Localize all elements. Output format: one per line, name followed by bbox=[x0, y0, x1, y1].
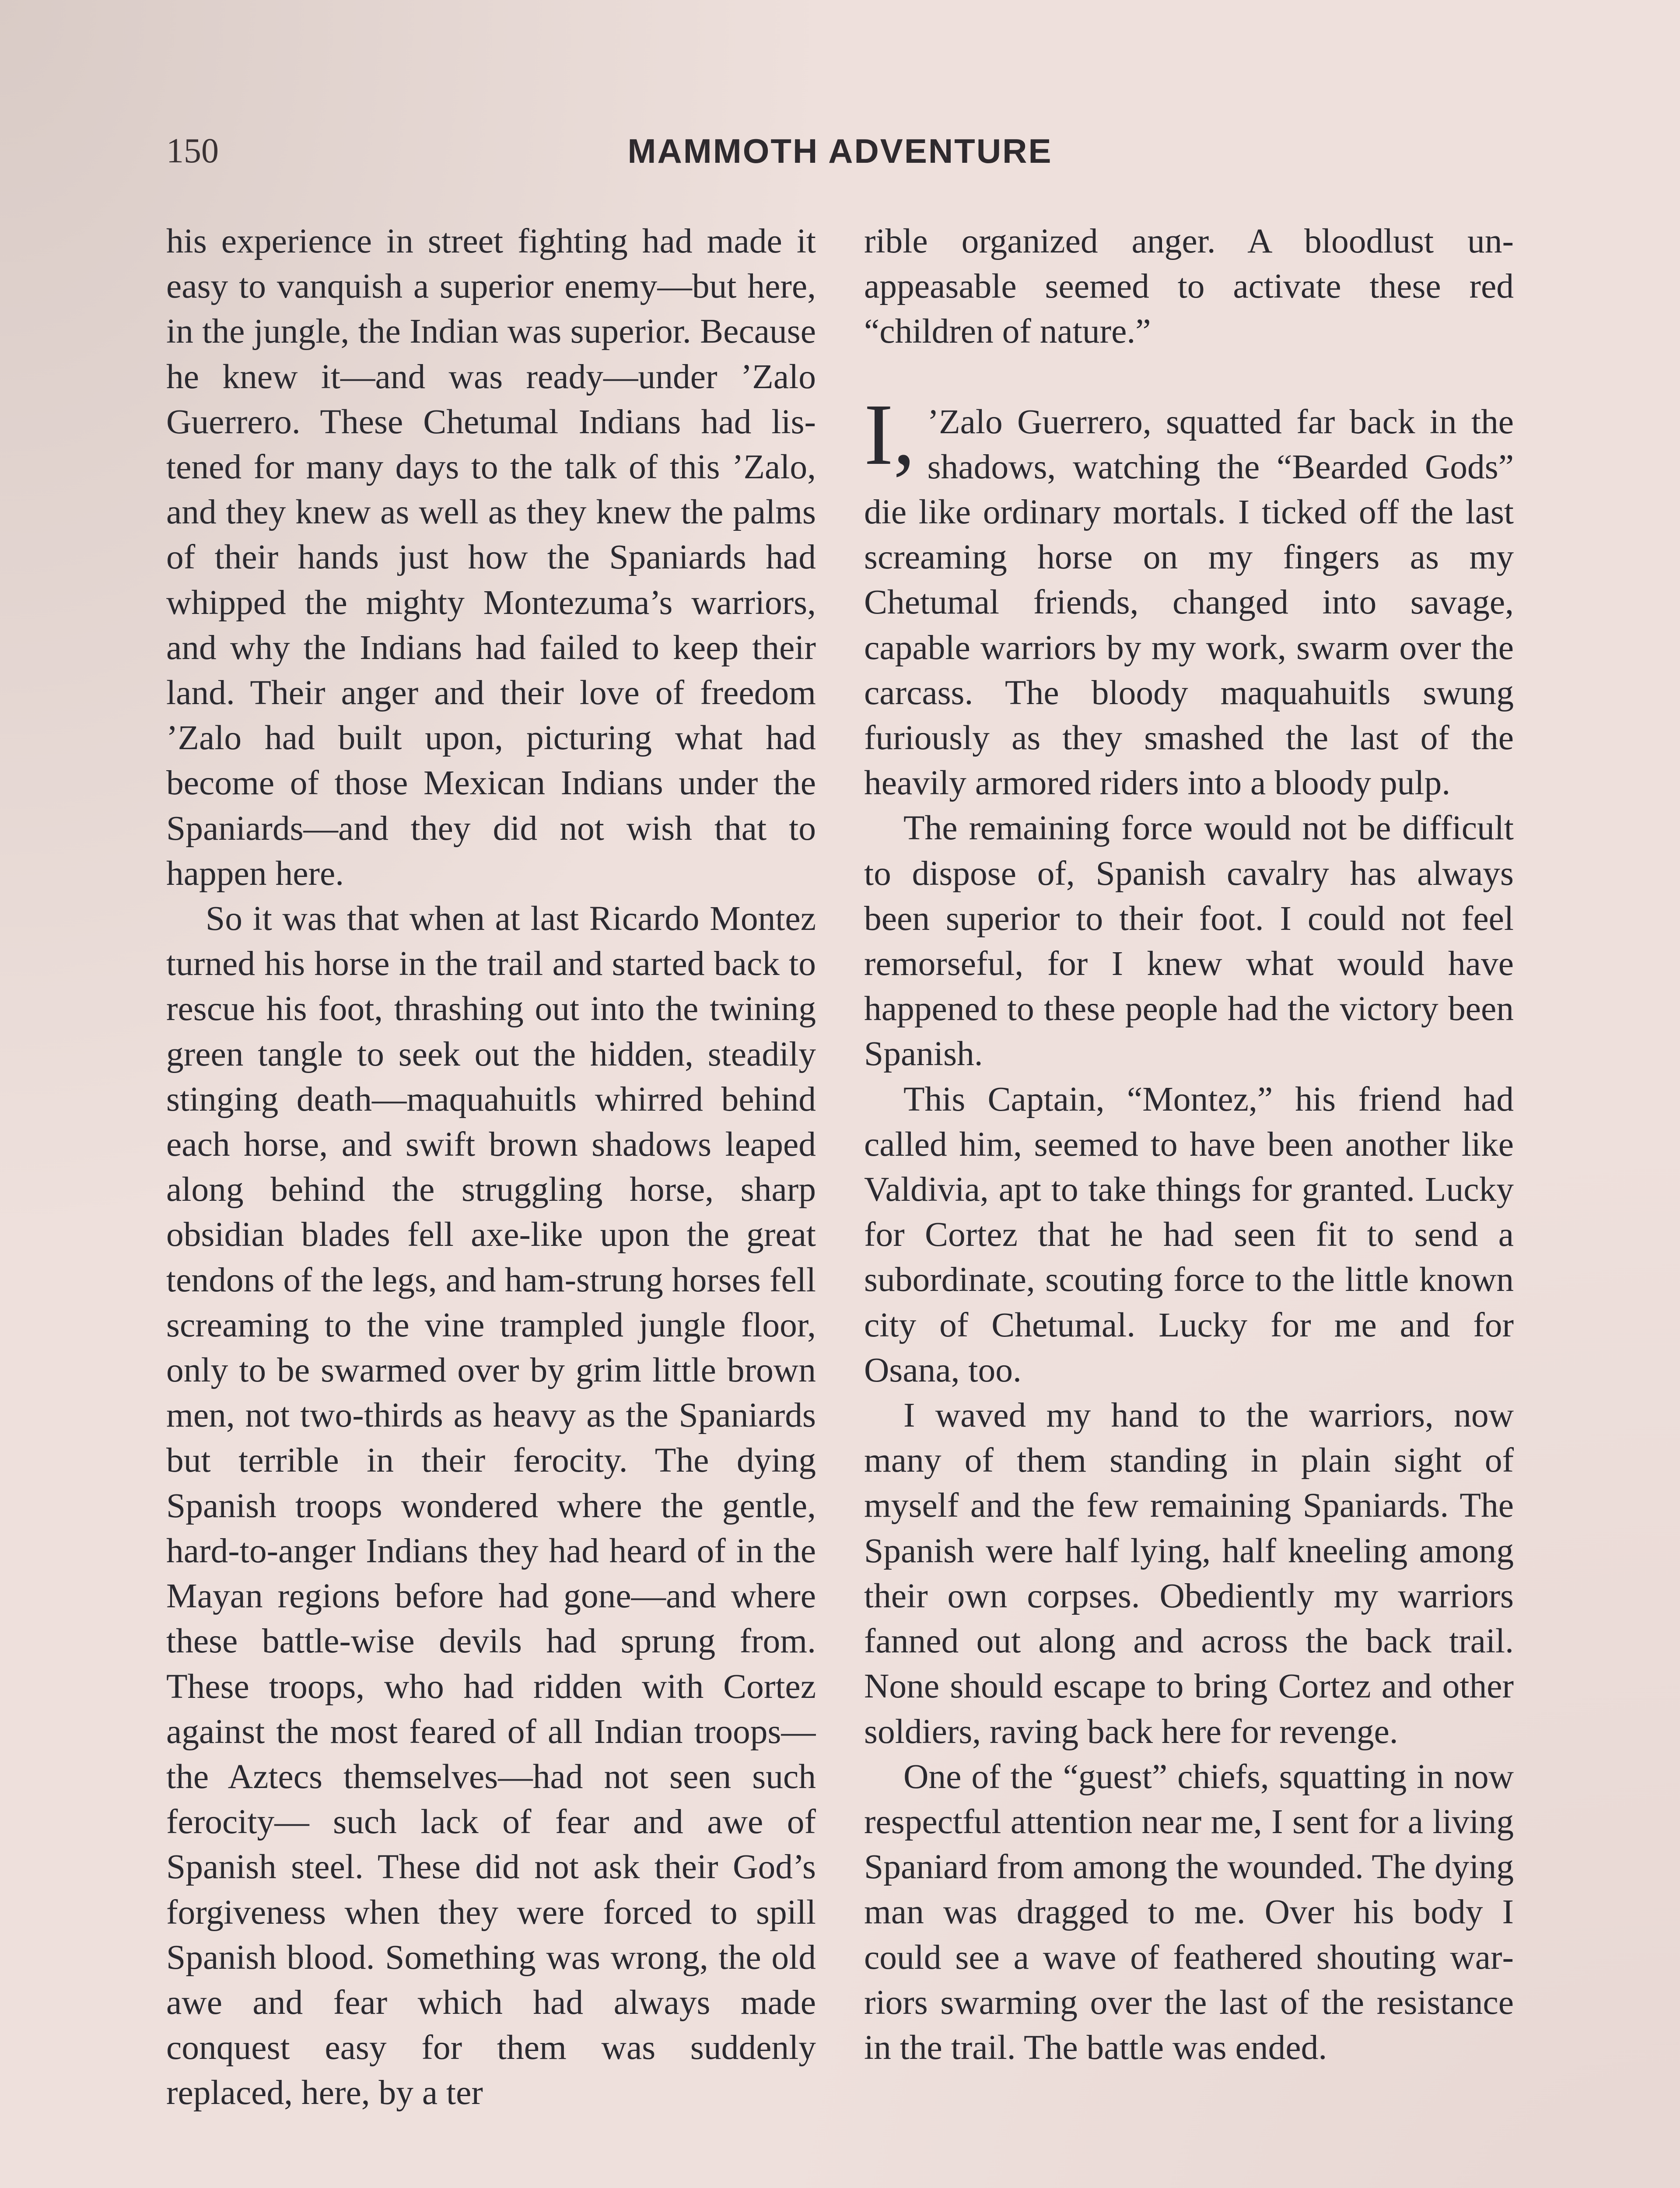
page-number: 150 bbox=[166, 132, 219, 170]
paragraph: I waved my hand to the warriors, now many of them standing in plain sight of myself and the few remaining Spaniards. The Spanish were half lying, half kneeling among their own corpses. Obediently my warriors fanned out along and across the back trail. None should escape to bring Cortez and other soldiers, raving back here for revenge. bbox=[864, 1396, 1514, 1751]
page-header bbox=[166, 127, 1514, 175]
paragraph: his experience in street fighting had made it easy to vanquish a superior enemy—but here, in the jungle, the Indian was superior. Because he knew it—and was ready—under ’Zalo Guerrero. These Chetumal Indians had listened for many days to the talk of this ’Zalo, and they knew as well as they knew the palms of their hands just how the Spaniards had whipped the mighty Montezuma’s warriors, and why the Indians had failed to keep their land. Their anger and their love of freedom ’Zalo had built upon, picturing what had become of those Mexican Indians under the Spaniards—and they did not wish that to happen here. bbox=[166, 222, 816, 893]
running-title: MAMMOTH ADVENTURE bbox=[627, 132, 1053, 170]
left-column bbox=[166, 219, 816, 2188]
dropcap-paragraph-text: ’Zalo Guerrero, squatted far back in the shadows, watching the “Bearded Gods” die like ordinary mortals. I ticked off the last screaming horse on my fingers as my Chetumal friends, changed into savage, capable warriors by my work, swarm over the carcass. The bloody maquahuitls swung furiously as they smashed the last of the heavily armored riders into a bloody pulp. bbox=[864, 402, 1514, 803]
right-column bbox=[864, 219, 1514, 2188]
paragraph: The remaining force would not be difficult to dispose of, Spanish cavalry has always been superior to their foot. I could not feel remorseful, for I knew what would have happened to these people had the victory been Spanish. bbox=[864, 809, 1514, 1073]
paragraph: This Captain, “Montez,” his friend had called him, seemed to have been another like Valdivia, apt to take things for granted. Lucky for Cortez that he had seen fit to send a subordinate, scouting force to the little known city of Chetumal. Lucky for me and for Osana, too. bbox=[864, 1080, 1514, 1389]
dropcap-letter: I, bbox=[864, 386, 915, 483]
paragraph-continuation: rible organized anger. A bloodlust unappeasable seemed to activate these red “children of nature.” bbox=[864, 222, 1514, 351]
dropcap-paragraph bbox=[864, 386, 1514, 806]
paragraph: So it was that when at last Ricardo Montez turned his horse in the trail and started back to rescue his foot, thrashing out into the twining green tangle to seek out the hidden, steadily stinging death—maquahuitls whirred behind each horse, and swift brown shadows leaped along behind the struggling horse, sharp obsidian blades fell axe-like upon the great tendons of the legs, and ham-strung horses fell screaming to the vine trampled jungle floor, only to be swarmed over by grim little brown men, not two-thirds as heavy as the Spaniards but terrible in their ferocity. The dying Spanish troops wondered where the gentle, hard-to-anger Indians they had heard of in the Mayan regions before had gone—and where these battle-wise devils had sprung from. These troops, who had ridden with Cortez against the most feared of all Indian troops—the Aztecs themselves—had not seen such ferocity— such lack of fear and awe of Spanish steel. These did not ask their God’s forgiveness when they were forced to spill Spanish blood. Something was wrong, the old awe and fear which had always made conquest easy for them was suddenly replaced, here, by a ter bbox=[166, 899, 816, 2112]
paragraph: One of the “guest” chiefs, squatting in now respectful attention near me, I sent for a living Spaniard from among the wounded. The dying man was dragged to me. Over his body I could see a wave of feathered shouting warriors swarming over the last of the resistance in the trail. The battle was ended. bbox=[864, 1757, 1514, 2067]
